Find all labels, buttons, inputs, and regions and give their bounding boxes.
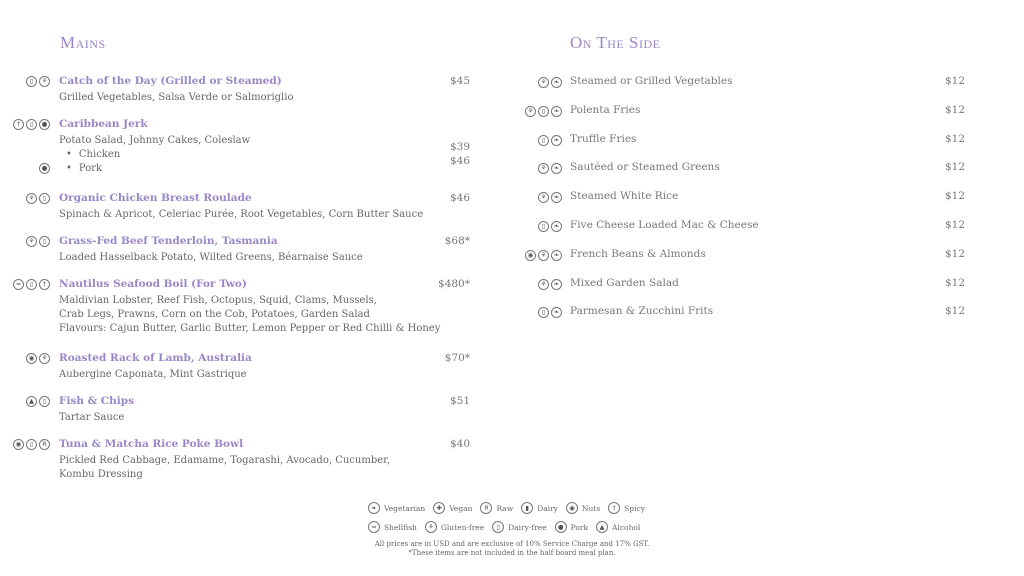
side-item-icons [500, 135, 562, 146]
spicy-icon: † [608, 502, 620, 514]
main-item-price: $45 [449, 75, 470, 87]
main-item-icons [4, 353, 50, 364]
legend-item-nuts [566, 502, 600, 514]
legend-item-pork [555, 521, 588, 533]
footnote-half-board: *These items are not included in the half board meal plan. [408, 549, 616, 557]
gluten-free-icon: ⚘ [26, 236, 37, 247]
legend-label: Vegan [449, 503, 473, 513]
legend-label: Pork [570, 522, 589, 532]
side-item-name: Steamed or Grilled Vegetables [570, 75, 733, 87]
main-item-option-price: $39 [449, 141, 470, 153]
vegetarian-icon: ❧ [551, 250, 562, 261]
side-item-price: $12 [944, 305, 965, 318]
main-item-desc: Loaded Hasselback Potato, Wilted Greens, Béarnaise Sauce [59, 252, 363, 263]
legend-item-alcohol [596, 521, 640, 533]
dairy-free-icon: ▯ [538, 221, 549, 232]
spicy-icon: † [39, 279, 50, 290]
side-item-icons [500, 279, 562, 290]
legend-label: Dairy-free [508, 522, 547, 532]
gluten-free-icon: ⚘ [538, 250, 549, 261]
alcohol-icon: ▲ [596, 521, 608, 533]
vegetarian-icon: ❧ [551, 221, 562, 232]
vegetarian-icon: ❧ [368, 502, 380, 514]
side-item-price: $12 [944, 219, 965, 231]
side-item-price: $12 [944, 247, 965, 260]
side-item-name: Parmesan & Zucchini Frits [570, 305, 714, 318]
vegetarian-icon: ❧ [551, 279, 562, 290]
legend-item-vegetarian [368, 502, 425, 514]
side-item-name: French Beans & Almonds [570, 247, 706, 260]
main-item-price: $480* [438, 278, 470, 290]
main-item-name: Catch of the Day (Grilled or Steamed) [59, 75, 282, 87]
side-item-icons [500, 77, 562, 88]
main-item-icons [4, 193, 50, 204]
legend-row-2 [368, 521, 648, 533]
main-item-option: • Pork [66, 162, 120, 176]
gluten-free-icon: ⚘ [39, 353, 50, 364]
main-item-desc: Potato Salad, Johnny Cakes, Coleslaw [59, 135, 251, 146]
main-item-desc: Pickled Red Cabbage, Edamame, Togarashi, Avocado, Cucumber, [59, 455, 391, 466]
side-item-name: Sautéed or Steamed Greens [570, 161, 720, 174]
gluten-free-icon: ⚘ [525, 106, 536, 117]
legend-row-1 [368, 502, 653, 514]
legend-item-dairy [521, 502, 558, 514]
legend-label: Dairy [537, 503, 558, 513]
raw-icon: R [480, 502, 492, 514]
main-item-icons [4, 439, 50, 450]
pork-icon: ● [555, 521, 567, 533]
main-item-name: Grass-Fed Beef Tenderloin, Tasmania [59, 235, 278, 247]
nuts-icon: ◉ [566, 502, 578, 514]
dairy-free-icon: ▯ [39, 236, 50, 247]
pork-icon: ● [39, 163, 50, 174]
main-item-desc: Kombu Dressing [59, 469, 143, 480]
main-item-desc: Maldivian Lobster, Reef Fish, Octopus, Squid, Clams, Mussels, [59, 295, 377, 306]
main-item-icons [4, 119, 50, 130]
main-item-icons [4, 279, 50, 290]
side-title: On The Side [570, 33, 661, 52]
main-item-options [66, 148, 120, 176]
dairy-free-icon: ▯ [39, 396, 50, 407]
vegetarian-icon: ❧ [551, 163, 562, 174]
dairy-free-icon: ▯ [538, 106, 549, 117]
gluten-free-icon: ⚘ [39, 76, 50, 87]
legend-label: Raw [496, 503, 514, 513]
side-item-icons [500, 307, 562, 318]
dairy-icon: ▮ [521, 502, 533, 514]
side-item-icons [500, 163, 562, 174]
side-item-icons [500, 192, 562, 203]
side-item-icons [500, 250, 562, 261]
main-item-desc: Crab Legs, Prawns, Corn on the Cob, Potatoes, Garden Salad [59, 309, 370, 320]
main-item-name: Roasted Rack of Lamb, Australia [59, 352, 252, 364]
dairy-free-icon: ▯ [26, 119, 37, 130]
main-item-option: • Chicken [66, 148, 120, 162]
vegetarian-icon: ❧ [551, 192, 562, 203]
vegan-icon: ✚ [433, 502, 445, 514]
side-item-name: Polenta Fries [570, 103, 641, 116]
nuts-icon: ◉ [26, 353, 37, 364]
legend-label: Spicy [624, 503, 645, 513]
vegetarian-icon: ❧ [551, 106, 562, 117]
main-item-price: $70* [444, 352, 470, 364]
main-item-name: Caribbean Jerk [59, 118, 148, 130]
legend-item-dairy-free [492, 521, 546, 533]
dairy-free-icon: ▯ [538, 307, 549, 318]
gluten-free-icon: ⚘ [538, 192, 549, 203]
main-item-price: $46 [449, 192, 470, 204]
gluten-free-icon: ⚘ [538, 279, 549, 290]
raw-icon: R [39, 439, 50, 450]
main-item-desc: Aubergine Caponata, Mint Gastrique [59, 369, 247, 380]
legend-label: Alcohol [612, 522, 641, 532]
legend-label: Gluten-free [440, 522, 485, 532]
side-item-icons [500, 221, 562, 232]
legend-item-gluten-free [425, 521, 484, 533]
side-item-price: $12 [944, 132, 965, 145]
dairy-free-icon: ▯ [26, 439, 37, 450]
main-item-icons [4, 76, 50, 87]
dairy-free-icon: ▯ [538, 135, 549, 146]
side-item-price: $12 [944, 276, 965, 289]
side-item-price: $12 [944, 161, 965, 174]
main-item-name: Tuna & Matcha Rice Poke Bowl [59, 438, 244, 450]
spicy-icon: † [13, 119, 24, 130]
main-item-price: $68* [444, 235, 470, 247]
gluten-free-icon: ⚘ [538, 77, 549, 88]
main-item-desc: Flavours: Cajun Butter, Garlic Butter, Lemon Pepper or Red Chilli & Honey [59, 323, 441, 334]
side-item-icons [500, 106, 562, 117]
dairy-free-icon: ▯ [26, 76, 37, 87]
main-item-desc: Tartar Sauce [59, 412, 125, 423]
legend-item-raw [480, 502, 513, 514]
alcohol-icon: ▲ [26, 396, 37, 407]
main-item-name: Nautilus Seafood Boil (For Two) [59, 278, 247, 290]
legend-label: Nuts [581, 503, 601, 513]
main-item-name: Organic Chicken Breast Roulade [59, 192, 252, 204]
nuts-icon: ◉ [525, 250, 536, 261]
main-item-option-icons [4, 163, 50, 174]
main-item-price: $40 [449, 438, 470, 450]
main-item-option-price: $46 [449, 155, 470, 167]
vegetarian-icon: ❧ [551, 77, 562, 88]
side-item-name: Truffle Fries [570, 132, 637, 145]
main-item-desc: Grilled Vegetables, Salsa Verde or Salmoriglio [59, 92, 294, 103]
dairy-free-icon: ▯ [39, 193, 50, 204]
vegetarian-icon: ❧ [551, 307, 562, 318]
main-item-icons [4, 236, 50, 247]
gluten-free-icon: ⚘ [538, 163, 549, 174]
pork-icon: ● [39, 119, 50, 130]
side-item-price: $12 [944, 190, 965, 203]
side-item-price: $12 [944, 103, 965, 116]
shellfish-icon: ≈ [368, 521, 380, 533]
gluten-free-icon: ⚘ [26, 193, 37, 204]
main-item-name: Fish & Chips [59, 395, 135, 407]
legend-item-spicy [608, 502, 645, 514]
nuts-icon: ◉ [13, 439, 24, 450]
footnote-prices: All prices are in USD and are exclusive of 10% Service Charge and 17% GST. [374, 540, 650, 548]
legend-item-vegan [433, 502, 472, 514]
legend-label: Vegetarian [384, 503, 426, 513]
legend-item-shellfish [368, 521, 417, 533]
dairy-free-icon: ▯ [26, 279, 37, 290]
side-item-price: $12 [944, 75, 965, 87]
main-item-desc: Spinach & Apricot, Celeriac Purée, Root Vegetables, Corn Butter Sauce [59, 209, 424, 220]
side-item-name: Mixed Garden Salad [570, 276, 679, 289]
shellfish-icon: ≈ [13, 279, 24, 290]
side-item-name: Steamed White Rice [570, 190, 679, 203]
dairy-free-icon: ▯ [492, 521, 504, 533]
main-item-price: $51 [449, 395, 470, 407]
vegetarian-icon: ❧ [551, 135, 562, 146]
side-item-name: Five Cheese Loaded Mac & Cheese [570, 219, 759, 231]
gluten-free-icon: ⚘ [425, 521, 437, 533]
legend-label: Shellfish [384, 522, 417, 532]
mains-title: Mains [60, 33, 106, 52]
main-item-icons [4, 396, 50, 407]
